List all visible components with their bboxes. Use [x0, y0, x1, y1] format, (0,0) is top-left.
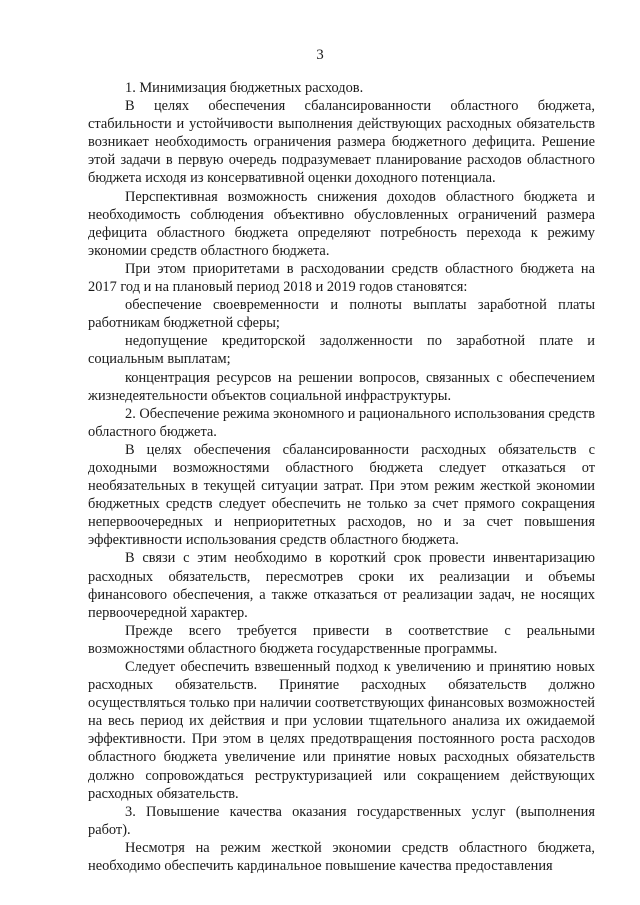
paragraph: Несмотря на режим жесткой экономии средств областного бюджета, необходимо обеспечить кардинальное повышение качества предоставления	[88, 839, 595, 875]
list-item: обеспечение своевременности и полноты выплаты заработной платы работникам бюджетной сферы;	[88, 297, 595, 332]
section-heading-1: 1. Минимизация бюджетных расходов.	[125, 80, 364, 96]
section-heading-3: 3. Повышение качества оказания государственных услуг (выполнения работ).	[88, 803, 595, 838]
paragraph: Перспективная возможность снижения доходов областного бюджета и необходимость соблюдения объективно обусловленных ограничений размера дефицита областного бюджета определяют потребность перехода к режиму экономии средств областного бюджета.	[88, 188, 595, 259]
paragraph: Следует обеспечить взвешенный подход к увеличению и принятию новых расходных обязательств. Принятие расходных обязательств должно осуществляться только при наличии соответствующих финансовых возможностей на весь период их действия и при условии тщательного анализа их ожидаемой эффективности. При этом в целях предотвращения постоянного роста расходов областного бюджета увеличение или принятие новых расходных обязательств должно сопровождаться реструктуризацией или сокращением действующих расходных обязательств.	[88, 659, 595, 802]
paragraph: В целях обеспечения сбалансированности расходных обязательств с доходными возможностями областного бюджета следует отказаться от необязательных в текущей ситуации затрат. При этом режим жесткой экономии бюджетных средств следует обеспечить не только за счет прямого сокращения непервоочередных и неприоритетных расходов, но и за счет повышения эффективности использования средств областного бюджета.	[88, 441, 595, 549]
section-heading-2: 2. Обеспечение режима экономного и рационального использования средств областного бюджета.	[88, 405, 595, 440]
document-body	[88, 79, 595, 875]
list-item: концентрация ресурсов на решении вопросов, связанных с обеспечением жизнедеятельности объектов социальной инфраструктуры.	[88, 369, 595, 404]
list-item: недопущение кредиторской задолженности по заработной плате и социальным выплатам;	[88, 333, 595, 368]
page-number: 3	[316, 47, 324, 63]
paragraph: В связи с этим необходимо в короткий срок провести инвентаризацию расходных обязательств, пересмотрев сроки их реализации и объемы финансового обеспечения, а также отказаться от реализации задач, не носящих первоочередной характер.	[88, 550, 595, 621]
paragraph: При этом приоритетами в расходовании средств областного бюджета на 2017 год и на плановый период 2018 и 2019 годов становятся:	[88, 260, 595, 296]
paragraph: Прежде всего требуется привести в соответствие с реальными возможностями областного бюджета государственные программы.	[88, 622, 595, 657]
paragraph: В целях обеспечения сбалансированности областного бюджета, стабильности и устойчивости выполнения действующих расходных обязательств возникает необходимость ограничения размера бюджетного дефицита. Решение этой задачи в первую очередь подразумевает планирование расходов областного бюджета исходя из консервативной оценки доходного потенциала.	[88, 98, 595, 187]
